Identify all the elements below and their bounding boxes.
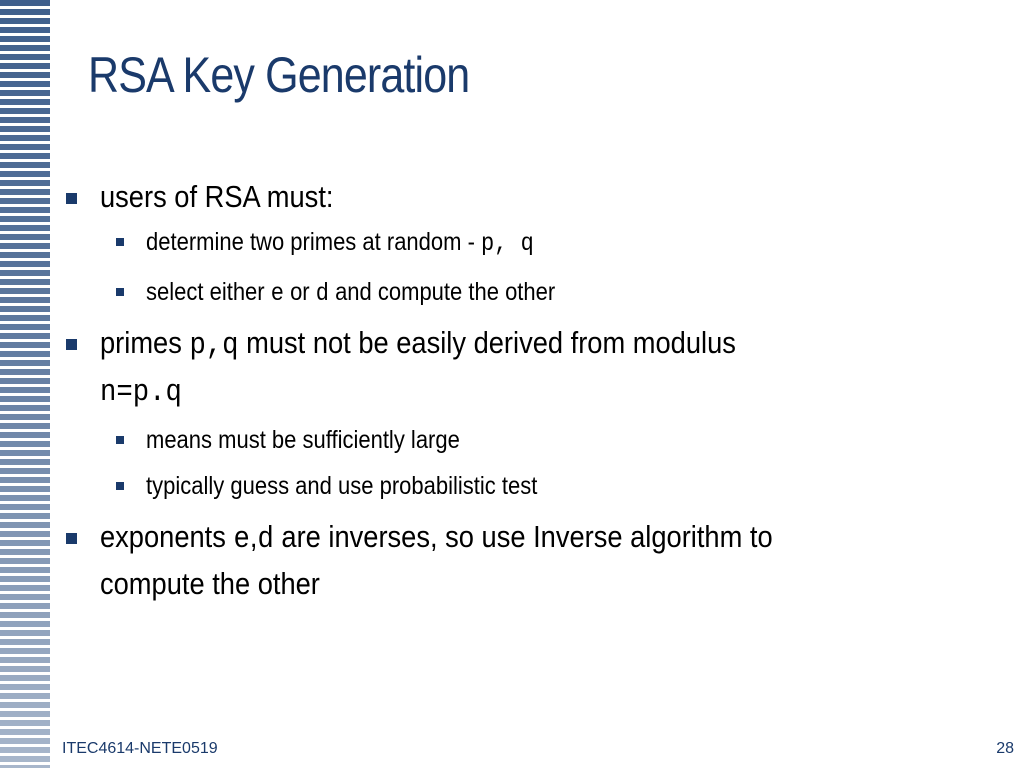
bullet-exponents-inverses: exponents e,d are inverses, so use Inverse algorithm to — [62, 518, 962, 559]
subbullet-sufficiently-large: means must be sufficiently large — [62, 424, 962, 456]
subbullet-select-e-or-d: select either e or d and compute the other — [62, 276, 962, 310]
bullet-modulus-formula: n=p.q — [100, 375, 182, 410]
bullet-exponents-continuation: compute the other — [100, 566, 320, 601]
bullet-users-of-rsa: users of RSA must: — [62, 178, 962, 216]
bullet-marker — [66, 533, 77, 544]
bullet-marker — [66, 339, 77, 350]
slide-content — [62, 178, 962, 603]
subbullet-probabilistic-test: typically guess and use probabilistic test — [62, 470, 962, 502]
stripe-fade-overlay — [0, 0, 50, 768]
bullet-primes-modulus: primes p,q must not be easily derived from modulus — [62, 324, 962, 365]
bullet-marker — [116, 482, 124, 490]
bullet-marker — [116, 288, 124, 296]
bullet-marker — [116, 238, 124, 246]
footer-course-code: ITEC4614-NETE0519 — [62, 740, 218, 757]
bullet-marker — [116, 436, 124, 444]
footer-page-number: 28 — [996, 740, 1014, 757]
slide-title: RSA Key Generation — [88, 47, 470, 103]
bullet-marker — [66, 193, 77, 204]
subbullet-determine-primes: determine two primes at random - p, q — [62, 226, 962, 260]
